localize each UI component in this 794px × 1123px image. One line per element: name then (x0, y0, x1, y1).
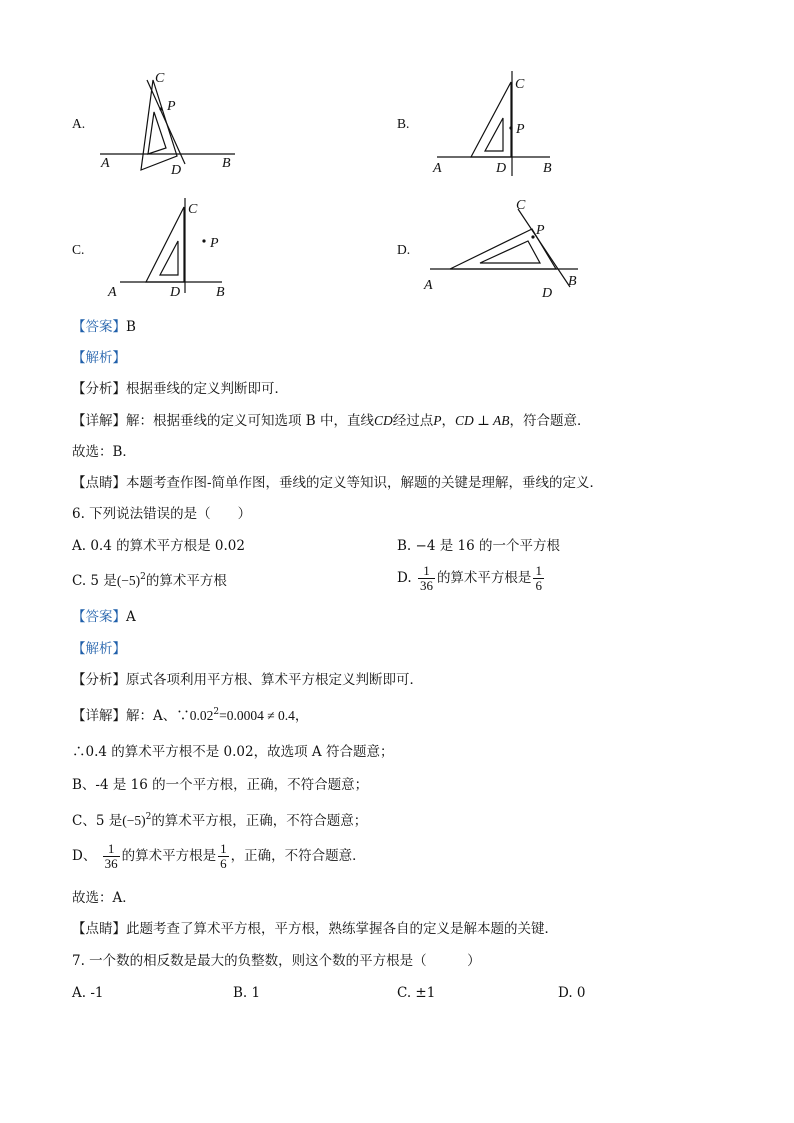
label-a: A (108, 285, 117, 300)
q6-line-5 (72, 842, 366, 871)
label-p: P (167, 99, 176, 114)
opt-c-exp: 2 (140, 572, 146, 582)
label-c: C (155, 71, 165, 86)
line5-mid: 的算术平方根是 (121, 848, 217, 864)
q6-line-4 (72, 812, 367, 830)
dianjing-tag: 【点睛】 (72, 921, 126, 937)
fraction-1-6: $\frac{1}{6}$ (535, 563, 542, 593)
q6-stem: 6. 下列说法错误的是（ ） (72, 506, 252, 522)
q6-option-d (397, 564, 546, 593)
figure-a (95, 68, 245, 178)
dianjing-text: 此题考查了算术平方根，平方根，熟练掌握各自的定义是解本题的关键． (126, 921, 558, 937)
line4-expr: (−5) (122, 813, 146, 828)
figure-a-option-label: A. (72, 116, 86, 131)
label-c: C (188, 202, 198, 217)
label-b: B (222, 156, 231, 171)
q7-option-d: D. 0 (558, 985, 586, 1001)
label-d: D (170, 285, 181, 300)
label-c: C (515, 77, 525, 92)
dianjing-text: 本题考查作图-简单作图，垂线的定义等知识，解题的关键是理解，垂线的定义． (126, 475, 604, 491)
answer-tag: 【答案】 (72, 319, 126, 335)
label-d: D (171, 163, 182, 178)
xiangjie-text-c: ， (441, 413, 456, 429)
fraction-1-6: $\frac{1}{6}$ (220, 841, 227, 871)
opt-c-post: 的算术平方根 (145, 573, 227, 589)
q7-option-c: C. ±1 (397, 985, 436, 1001)
q6-analysis-tag: 【解析】 (72, 641, 126, 657)
fenxi-text: 原式各项利用平方根、算术平方根定义判断即可． (126, 672, 423, 688)
label-a: A (101, 156, 110, 171)
line4-exp: 2 (145, 812, 152, 822)
fenxi-tag: 【分析】 (72, 672, 126, 688)
q6-line-2: ∴0.4 的算术平方根不是 0.02，故选项 A 符合题意； (72, 744, 394, 760)
opt-d-mid: 的算术平方根是 (436, 570, 532, 586)
label-p: P (210, 236, 219, 251)
q6-dianjing-line (72, 920, 558, 938)
label-p: P (516, 122, 525, 137)
q5-guxuan: 故选：B． (72, 444, 136, 460)
q7-option-b: B. 1 (233, 985, 261, 1001)
fenxi-text: 根据垂线的定义判断即可． (126, 381, 288, 397)
fraction-1-36: $\frac{1}{36}$ (419, 563, 433, 593)
figure-d (420, 193, 590, 303)
fenxi-tag: 【分析】 (72, 381, 126, 397)
q6-guxuan: 故选：A． (72, 890, 136, 906)
answer-tag: 【答案】 (72, 609, 126, 625)
q5-answer-line (72, 318, 136, 336)
label-p: P (536, 223, 545, 238)
line4-post: 的算术平方根，正确，不符合题意； (151, 813, 368, 829)
q6-option-c (72, 572, 227, 590)
xiangjie-text-b: =0.0004 ≠ 0.4 (219, 708, 295, 723)
opt-c-expr: (−5) (116, 573, 141, 588)
opt-c-pre: C. 5 是 (72, 573, 117, 589)
q6-line-3: B、-4 是 16 的一个平方根，正确，不符合题意； (72, 777, 369, 793)
q6-option-b: B. −4 是 16 的一个平方根 (397, 538, 560, 554)
q6-xiangjie-line (72, 707, 308, 725)
label-a: A (433, 161, 442, 176)
q6-answer-line (72, 608, 136, 626)
figure-b-option-label: B. (397, 116, 410, 131)
q5-analysis-tag: 【解析】 (72, 350, 126, 366)
figure-d-option-label: D. (397, 242, 411, 257)
dianjing-tag: 【点睛】 (72, 475, 126, 491)
answer-value: A (126, 609, 136, 625)
line4-pre: C、5 是 (72, 813, 123, 829)
line-cd: CD (374, 413, 393, 428)
xiangjie-tag: 【详解】 (72, 413, 126, 429)
q6-option-a: A. 0.4 的算术平方根是 0.02 (72, 538, 245, 554)
q7-stem: 7. 一个数的相反数是最大的负整数，则这个数的平方根是（ ） (72, 953, 481, 969)
label-b: B (568, 274, 577, 289)
figure-b (425, 66, 565, 181)
xiangjie-expr: 0.02 (189, 708, 214, 723)
perp-expression: CD ⊥ AB (455, 413, 510, 428)
label-b: B (216, 285, 225, 300)
fraction-1-36: $\frac{1}{36}$ (104, 841, 118, 871)
q5-fenxi-line (72, 380, 288, 398)
label-a: A (424, 278, 433, 293)
opt-d-pre: D. (397, 570, 412, 586)
label-d: D (496, 161, 507, 176)
xiangjie-text-a: 解：根据垂线的定义可知选项 B 中，直线 (126, 413, 375, 429)
q5-xiangjie-line (72, 412, 590, 430)
answer-value: B (126, 319, 136, 335)
label-c: C (516, 198, 526, 213)
line5-pre: D、 (72, 848, 97, 864)
q5-dianjing-line (72, 474, 603, 492)
line5-post: ，正确，不符合题意． (230, 848, 366, 864)
q7-option-a: A. -1 (72, 985, 104, 1001)
point-p: P (433, 413, 442, 428)
xiangjie-text-c: ， (294, 708, 309, 724)
label-b: B (543, 161, 552, 176)
xiangjie-text-d: ，符合题意． (509, 413, 591, 429)
xiangjie-text-b: 经过点 (392, 413, 434, 429)
label-d: D (542, 286, 553, 301)
xiangjie-text-a: 解：A、∵ (126, 708, 190, 724)
figure-c (100, 193, 240, 303)
xiangjie-exp: 2 (213, 707, 220, 717)
xiangjie-tag: 【详解】 (72, 708, 126, 724)
figure-c-option-label: C. (72, 242, 85, 257)
q6-fenxi-line (72, 671, 423, 689)
